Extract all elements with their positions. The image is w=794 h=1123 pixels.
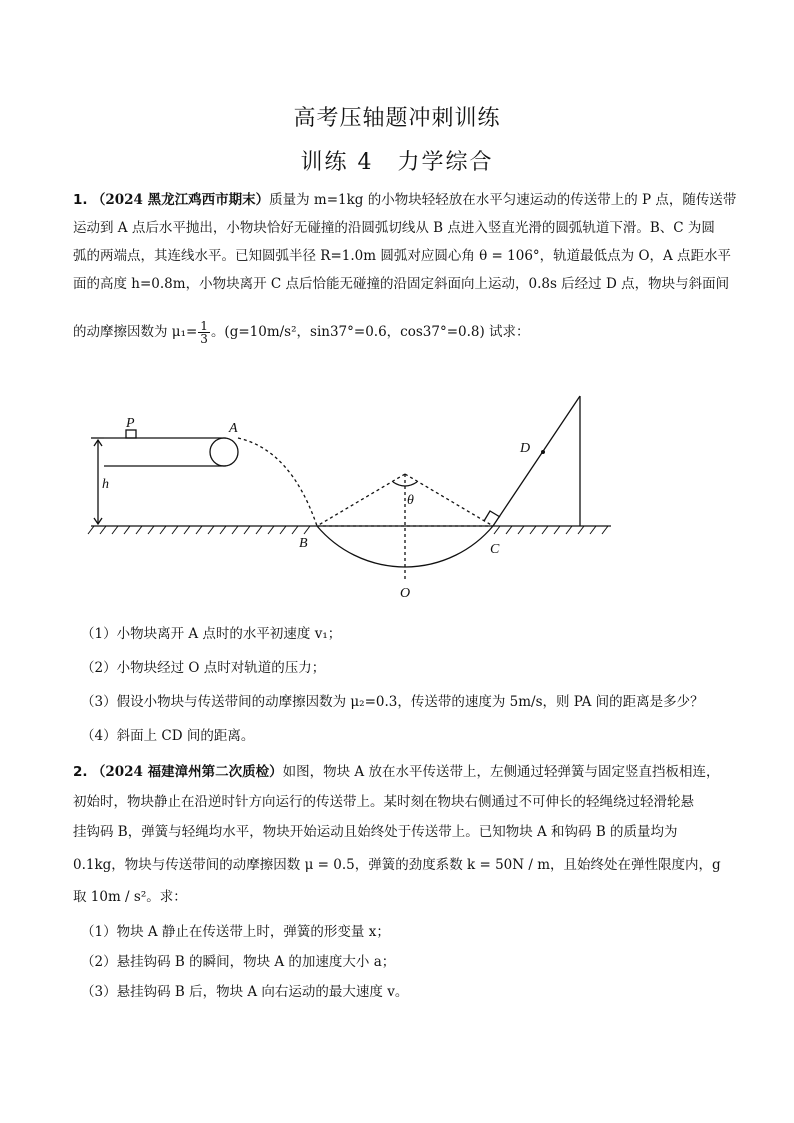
projectile-path — [238, 438, 317, 526]
q1-sub2: （2）小物块经过 O 点时对轨道的压力； — [81, 660, 326, 676]
label-A: A — [229, 421, 238, 436]
page-subtitle: 训练 4 力学综合 — [300, 150, 494, 175]
q1-fraction — [198, 320, 210, 345]
label-O: O — [400, 586, 411, 600]
q1-sub3: （3）假设小物块与传送带间的动摩擦因数为 μ₂=0.3，传送带的速度为 5m/s，则 PA 间的距离是多少？ — [81, 694, 704, 710]
q1-line5 — [73, 320, 530, 345]
fraction-denominator: 3 — [200, 332, 208, 346]
q2-text-4: 0.1kg，物块与传送带间的动摩擦因数 μ = 0.5，弹簧的劲度系数 k = 50N / m，且始终处在弹性限度内，g — [73, 857, 721, 873]
q2-sub3: （3）悬挂钩码 B 后，物块 A 向右运动的最大速度 v。 — [81, 984, 409, 1000]
q1-text-5b: 。(g=10m/s²，sin37°=0.6，cos37°=0.8) 试求： — [210, 324, 530, 340]
block-P — [126, 430, 136, 438]
label-h: h — [102, 477, 109, 492]
fraction-numerator: 1 — [200, 319, 208, 333]
q1-text-4: 面的高度 h=0.8m，小物块离开 C 点后恰能无碰撞的沿固定斜面向上运动，0.8s 后经过 D 点，物块与斜面间 — [73, 276, 730, 292]
q1-number: 1. — [73, 192, 88, 208]
q1-text-3: 弧的两端点，其连线水平。已知圆弧半径 R=1.0m 圆弧对应圆心角 θ = 106°，轨道最低点为 O，A 点距水平 — [73, 248, 732, 264]
label-P: P — [126, 416, 135, 431]
q2-text-1: 如图，物块 A 放在水平传送带上，左侧通过轻弹簧与固定竖直挡板相连， — [282, 764, 720, 780]
radius-B — [317, 474, 405, 526]
q1-text-2: 运动到 A 点后水平抛出，小物块恰好无碰撞的沿圆弧切线从 B 点进入竖直光滑的圆弧轨道下滑。B、C 为圆 — [73, 220, 715, 236]
incline — [493, 396, 580, 526]
q2-line1 — [73, 760, 719, 780]
q1-sub1: （1）小物块离开 A 点时的水平初速度 v₁； — [81, 626, 342, 642]
q2-text-3: 挂钩码 B，弹簧与轻绳均水平，物块开始运动且始终处于传送带上。已知物块 A 和钩码 B 的质量均为 — [73, 824, 678, 840]
q1-source: （2024 黑龙江鸡西市期末） — [91, 192, 270, 208]
q2-sub2: （2）悬挂钩码 B 的瞬间，物块 A 的加速度大小 a； — [81, 954, 396, 970]
label-theta: θ — [407, 493, 414, 508]
q2-text-5: 取 10m / s²。求： — [73, 889, 187, 905]
q2-text-2: 初始时，物块静止在沿逆时针方向运行的传送带上。某时刻在物块右侧通过不可伸长的轻绳绕过轻滑轮悬 — [73, 794, 694, 810]
q1-text-1: 质量为 m=1kg 的小物块轻轻放在水平匀速运动的传送带上的 P 点，随传送带 — [269, 192, 737, 208]
q1-sub4: （4）斜面上 CD 间的距离。 — [81, 728, 255, 744]
belt-pulley — [210, 438, 238, 466]
q2-number: 2. — [73, 764, 88, 780]
radius-C — [405, 474, 493, 526]
q2-source: （2024 福建漳州第二次质检） — [91, 764, 283, 780]
label-B: B — [299, 536, 308, 551]
ground-hatching — [88, 526, 608, 534]
label-C: C — [490, 542, 500, 557]
point-D-dot — [541, 450, 545, 454]
physics-diagram — [86, 390, 626, 600]
q2-sub1: （1）物块 A 静止在传送带上时，弹簧的形变量 x； — [81, 924, 390, 940]
page-title: 高考压轴题冲刺训练 — [293, 106, 501, 131]
label-D: D — [520, 441, 531, 456]
q1-line1 — [73, 188, 736, 208]
q1-text-5a: 的动摩擦因数为 μ₁= — [73, 324, 198, 340]
